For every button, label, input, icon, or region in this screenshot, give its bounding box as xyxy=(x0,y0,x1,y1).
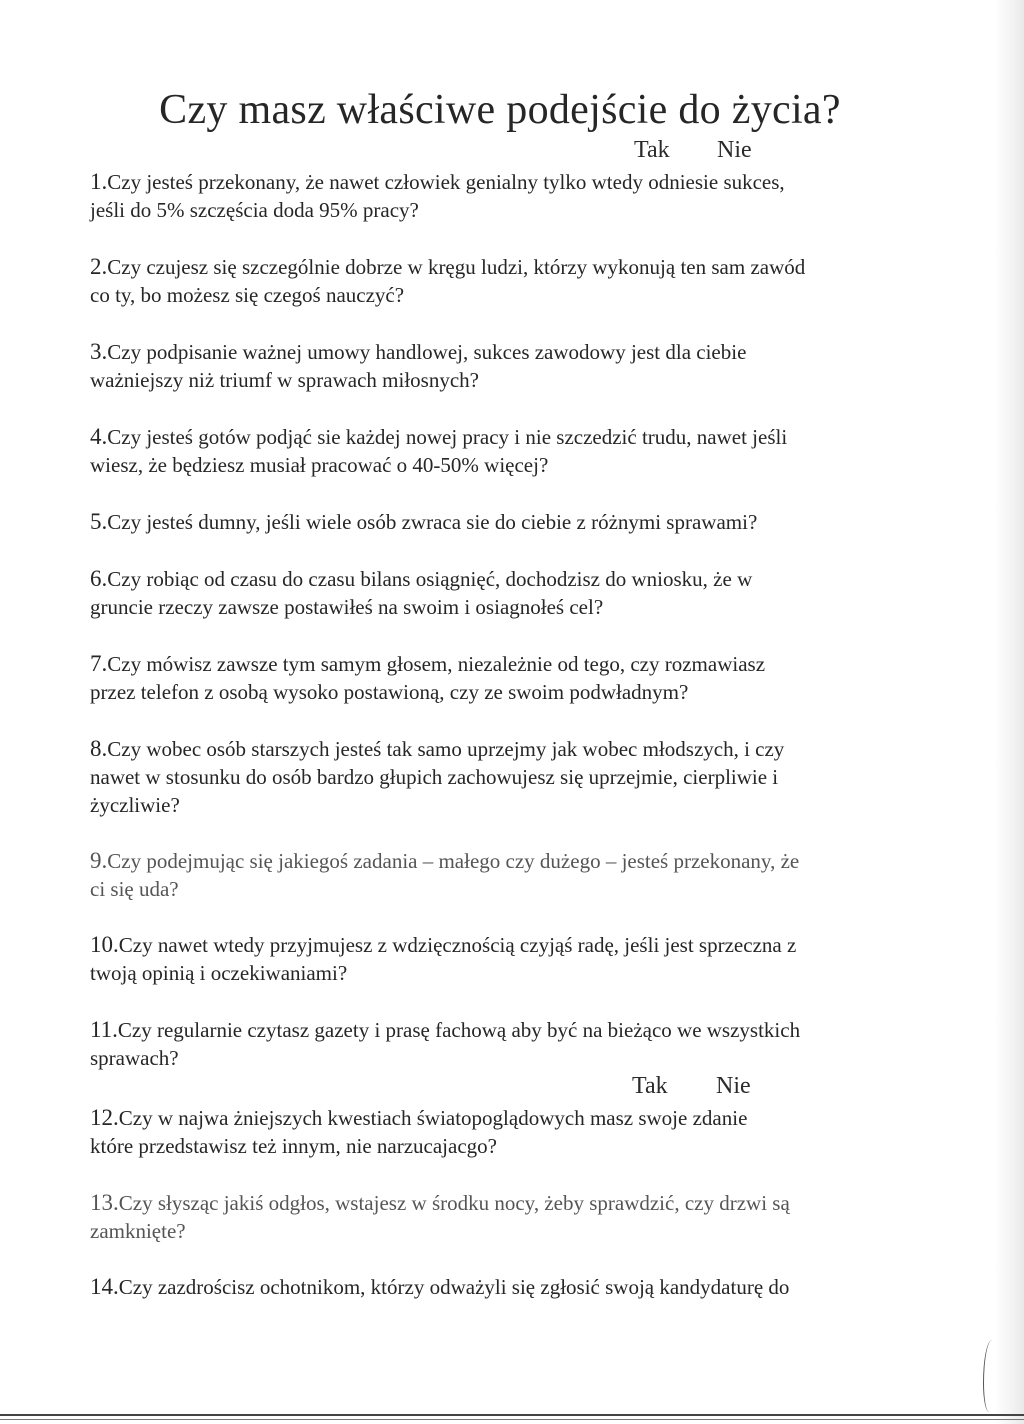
answer-header-tak-top: Tak xyxy=(634,137,670,163)
question-text-line: ci się uda? xyxy=(90,877,179,901)
question-number: 2. xyxy=(90,254,108,279)
question-number: 7. xyxy=(90,651,108,676)
answer-header-nie-mid: Nie xyxy=(716,1073,751,1099)
question-text-line: Czy nawet wtedy przyjmujesz z wdzięcznością czyjąś radę, jeśli jest sprzeczna z xyxy=(118,933,797,957)
question-number: 10. xyxy=(90,932,119,957)
question-text-line: Czy jesteś przekonany, że nawet człowiek genialny tylko wtedy odniesie sukces, xyxy=(107,170,785,194)
bottom-edge-line-secondary xyxy=(0,1419,1024,1420)
question-text-line: nawet w stosunku do osób bardzo głupich zachowujesz się uprzejmie, cierpliwie i xyxy=(90,765,779,789)
question-number: 14. xyxy=(90,1274,119,1299)
question-12 xyxy=(90,1104,920,1160)
question-text-line: przez telefon z osobą wysoko postawioną, czy ze swoim podwładnym? xyxy=(90,680,689,704)
question-4 xyxy=(90,423,920,479)
question-text-line: Czy słysząc jakiś odgłos, wstajesz w środku nocy, żeby sprawdzić, czy drzwi są xyxy=(118,1191,790,1215)
question-text-line: gruncie rzeczy zawsze postawiłeś na swoim i osiagnołeś cel? xyxy=(90,595,604,619)
question-13 xyxy=(90,1189,920,1245)
question-text-line: co ty, bo możesz się czegoś nauczyć? xyxy=(90,283,405,307)
answer-header-tak-mid: Tak xyxy=(632,1073,668,1099)
question-number: 11. xyxy=(90,1017,118,1042)
question-number: 12. xyxy=(90,1105,119,1130)
question-text-line: Czy jesteś gotów podjąć sie każdej nowej pracy i nie szczedzić trudu, nawet jeśli xyxy=(107,425,788,449)
question-text-line: ważniejszy niż triumf w sprawach miłosnych? xyxy=(90,368,479,392)
question-7 xyxy=(90,650,920,706)
question-1 xyxy=(90,168,920,224)
question-text-line: Czy w najwa żniejszych kwestiach światopoglądowych masz swoje zdanie xyxy=(118,1106,748,1130)
question-8 xyxy=(90,735,920,819)
question-3 xyxy=(90,338,920,394)
question-number: 9. xyxy=(90,848,108,873)
question-text-line: Czy podpisanie ważnej umowy handlowej, sukces zawodowy jest dla ciebie xyxy=(107,340,747,364)
question-14 xyxy=(90,1273,920,1301)
question-text-line: które przedstawisz też innym, nie narzucajacgo? xyxy=(90,1134,497,1158)
question-text-line: Czy wobec osób starszych jesteś tak samo uprzejmy jak wobec młodszych, i czy xyxy=(107,737,785,761)
question-text-line: Czy mówisz zawsze tym samym głosem, niezależnie od tego, czy rozmawiasz xyxy=(107,652,766,676)
question-number: 1. xyxy=(90,169,108,194)
question-text-line: Czy regularnie czytasz gazety i prasę fachową aby być na bieżąco we wszystkich xyxy=(117,1018,801,1042)
page-curl-mark xyxy=(983,1340,998,1412)
question-10 xyxy=(90,931,920,987)
question-5 xyxy=(90,508,920,536)
question-number: 13. xyxy=(90,1190,119,1215)
question-number: 5. xyxy=(90,509,108,534)
page-title: Czy masz właściwe podejście do życia? xyxy=(159,87,841,133)
question-11 xyxy=(90,1016,920,1072)
question-text-line: jeśli do 5% szczęścia doda 95% pracy? xyxy=(90,198,419,222)
question-text-line: twoją opinią i oczekiwaniami? xyxy=(90,961,348,985)
question-text-line: Czy zazdrościsz ochotnikom, którzy odważyli się zgłosić swoją kandydaturę do xyxy=(118,1275,790,1299)
question-number: 8. xyxy=(90,736,108,761)
question-2 xyxy=(90,253,920,309)
question-9 xyxy=(90,847,920,903)
question-number: 3. xyxy=(90,339,108,364)
answer-header-nie-top: Nie xyxy=(717,137,752,163)
question-number: 4. xyxy=(90,424,108,449)
question-6 xyxy=(90,565,920,621)
page-edge-shadow xyxy=(994,0,1024,1424)
bottom-edge-line xyxy=(0,1414,1024,1416)
question-text-line: zamknięte? xyxy=(90,1219,186,1243)
question-text-line: Czy jesteś dumny, jeśli wiele osób zwraca sie do ciebie z różnymi sprawami? xyxy=(107,510,758,534)
question-text-line: wiesz, że będziesz musiał pracować o 40-50% więcej? xyxy=(90,453,549,477)
question-text-line: Czy podejmując się jakiegoś zadania – małego czy dużego – jesteś przekonany, że xyxy=(107,849,800,873)
question-text-line: Czy robiąc od czasu do czasu bilans osiągnięć, dochodzisz do wniosku, że w xyxy=(107,567,753,591)
question-number: 6. xyxy=(90,566,108,591)
question-text-line: sprawach? xyxy=(90,1046,179,1070)
question-text-line: życzliwie? xyxy=(90,793,180,817)
question-text-line: Czy czujesz się szczególnie dobrze w kręgu ludzi, którzy wykonują ten sam zawód xyxy=(107,255,806,279)
